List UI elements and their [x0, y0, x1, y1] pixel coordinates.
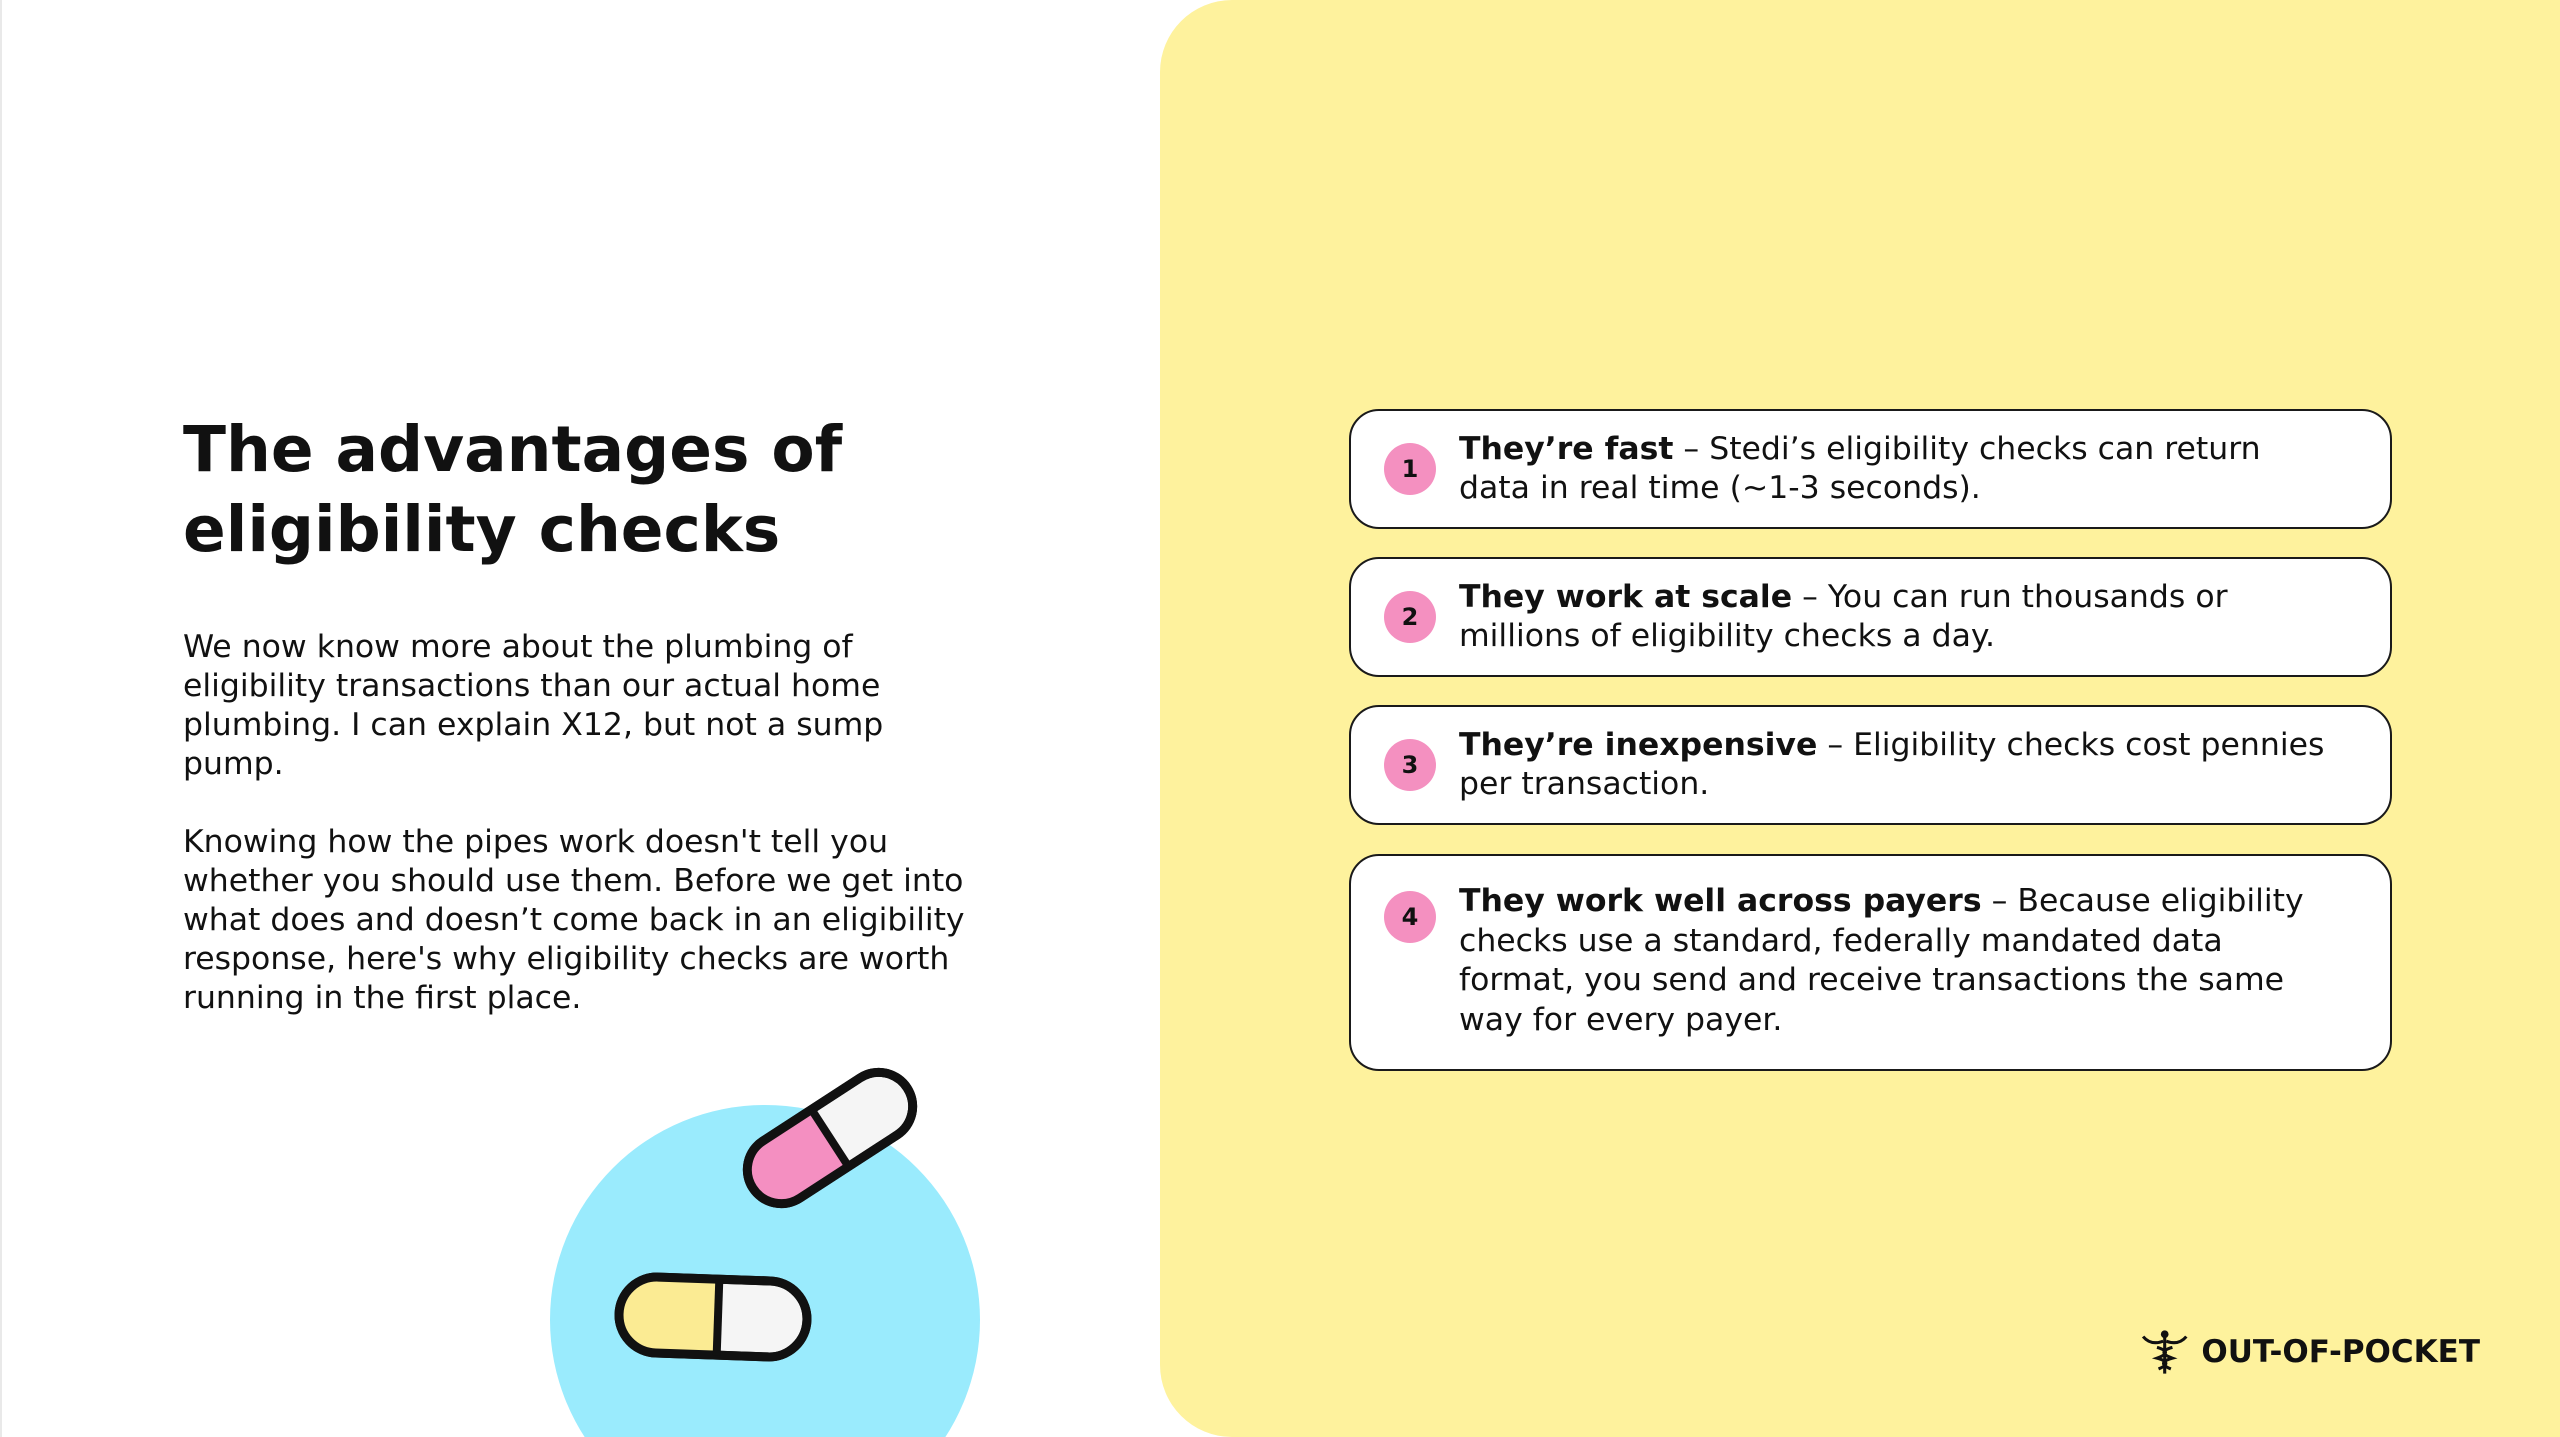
intro-paragraph-2: Knowing how the pipes work doesn't tell you whether you should use them. Before we get into what does and doesn’t come back in an eligibility response, here's why eligibility checks are worth running in the first place.: [183, 824, 965, 1016]
logo-text: OUT-OF-POCKET: [2201, 1334, 2480, 1370]
intro-text: [183, 628, 973, 1057]
advantage-description: – You can run thousands or millions of eligibility checks a day.: [1459, 578, 2228, 654]
advantage-title: They’re inexpensive: [1459, 726, 1818, 763]
advantage-card-2: [1349, 557, 2392, 677]
advantage-text: [1459, 578, 2340, 657]
page-edge-line: [0, 0, 2, 1437]
number-badge: 1: [1384, 443, 1436, 495]
advantage-card-3: [1349, 705, 2392, 825]
advantage-text: [1459, 726, 2340, 805]
advantage-text: [1459, 430, 2340, 509]
advantage-card-4: [1349, 854, 2392, 1071]
advantage-description: – Because eligibility checks use a standard, federally mandated data format, you send and receive transactions the same way for every payer.: [1459, 883, 2304, 1038]
pills-illustration: [540, 1060, 1000, 1437]
number-badge: 4: [1384, 891, 1436, 943]
advantage-description: – Eligibility checks cost pennies per transaction.: [1459, 726, 2325, 802]
advantage-description: – Stedi’s eligibility checks can return data in real time (~1-3 seconds).: [1459, 430, 2261, 506]
advantage-text: [1459, 882, 2340, 1040]
number-badge: 3: [1384, 739, 1436, 791]
advantage-title: They work well across payers: [1459, 883, 1982, 919]
advantage-title: They work at scale: [1459, 578, 1793, 615]
pill-yellow-icon: [618, 1276, 809, 1359]
advantage-card-1: [1349, 409, 2392, 529]
advantage-title: They’re fast: [1459, 430, 1674, 467]
page-title-line-2: eligibility checks: [183, 493, 781, 566]
pills-illustration-svg: [540, 1060, 1000, 1437]
number-badge: 2: [1384, 591, 1436, 643]
out-of-pocket-logo: [2140, 1322, 2480, 1382]
page-title-line-1: The advantages of: [183, 413, 843, 486]
intro-paragraph-1: We now know more about the plumbing of eligibility transactions than our actual home plumbing. I can explain X12, but not a sump pump.: [183, 629, 884, 782]
caduceus-icon: [2140, 1322, 2189, 1382]
page-title: [183, 410, 943, 570]
